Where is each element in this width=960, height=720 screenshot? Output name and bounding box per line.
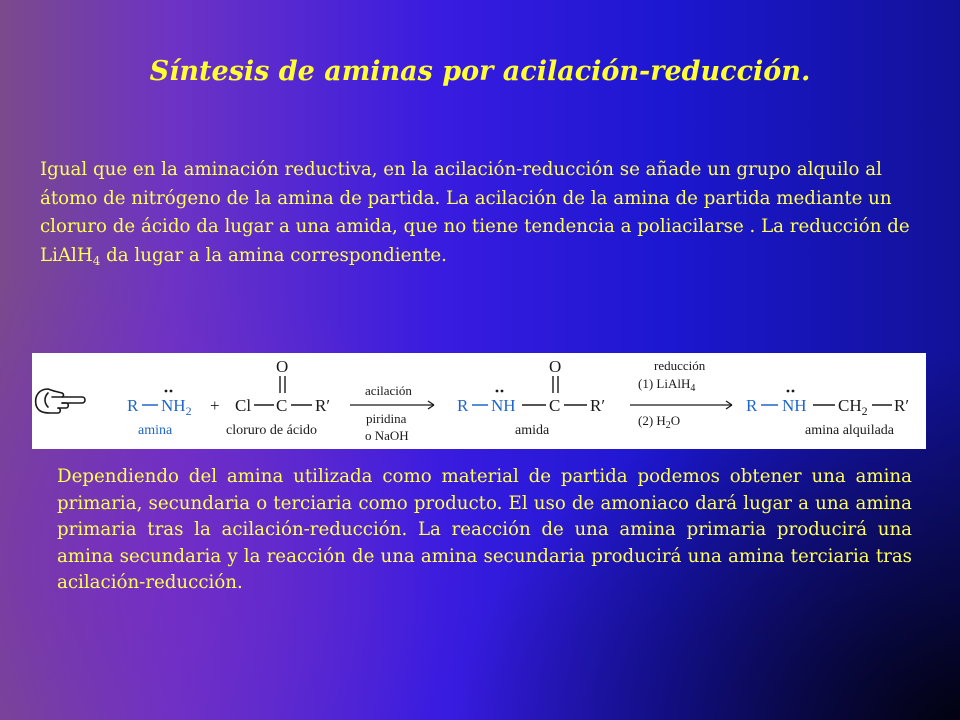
detail-paragraph: Dependiendo del amina utilizada como material de partida podemos obtener una amina primaria, secundaria o terciaria como producto. El uso de amoniaco dará lugar a una amina primaria tras la acilación-reducción. La reacción de una amina primaria producirá una amina secundaria y la reacción de una amina secundaria producirá una amina terciaria tras acilación-reducción. <box>57 466 912 593</box>
plus-sign: + <box>210 396 220 415</box>
amide-rprime: R′ <box>590 396 606 415</box>
product-nh: NH <box>782 396 807 415</box>
lone-pair-dot <box>787 390 790 393</box>
lone-pair-dot <box>496 390 499 393</box>
step2-title: reducción <box>654 358 706 373</box>
step1-reagent: piridina <box>366 411 407 426</box>
step2-reagent-1: (1) LiAlH$_4$ <box>638 376 696 394</box>
step1-label: acilación <box>365 383 412 398</box>
intro-text: Igual que en la aminación reductiva, en la acilación-reducción se añade un grupo alquilo al átomo de nitrógeno de la amina de partida. La acilación de la amina de partida mediante un cloruro de ácido da lugar a una amida, que no tiene tendencia a poliacilarse . La reducción de LiAlH <box>40 159 910 266</box>
product-rprime: R′ <box>894 396 910 415</box>
pointing-hand-icon <box>36 389 85 413</box>
lone-pair-dot <box>501 390 504 393</box>
intro-text-end: da lugar a la amina correspondiente. <box>100 244 447 266</box>
acid-chloride-label: cloruro de ácido <box>226 423 317 438</box>
product-r: R <box>746 396 758 415</box>
amine-nh2: $NH_2$ <box>161 396 192 418</box>
acid-chloride-c: C <box>276 396 288 415</box>
acid-chloride-o: O <box>276 357 289 376</box>
amide-o: O <box>549 357 562 376</box>
amine-r: R <box>127 396 139 415</box>
lone-pair-dot <box>170 390 173 393</box>
slide-title: Síntesis de aminas por acilación-reducción. <box>149 56 811 87</box>
step2-reagent-2: (2) $H_2O$ <box>638 413 681 431</box>
reaction-scheme <box>32 353 926 449</box>
acid-chloride-cl: Cl <box>235 396 252 415</box>
acid-chloride-rprime: R′ <box>315 396 331 415</box>
amide-c: C <box>549 396 561 415</box>
amide-label: amida <box>515 423 550 438</box>
product-label: amina alquilada <box>805 423 895 438</box>
intro-paragraph <box>40 156 920 270</box>
lone-pair-dot <box>792 390 795 393</box>
amide-r: R <box>457 396 469 415</box>
intro-subscript: 4 <box>92 253 101 268</box>
step1-reagent-alt: o NaOH <box>365 428 409 443</box>
lone-pair-dot <box>165 390 168 393</box>
amine-label: amina <box>138 423 173 438</box>
amide-nh: NH <box>491 396 516 415</box>
product-ch2: $CH_2$ <box>838 396 868 418</box>
reaction-scheme-drawing <box>32 353 926 449</box>
